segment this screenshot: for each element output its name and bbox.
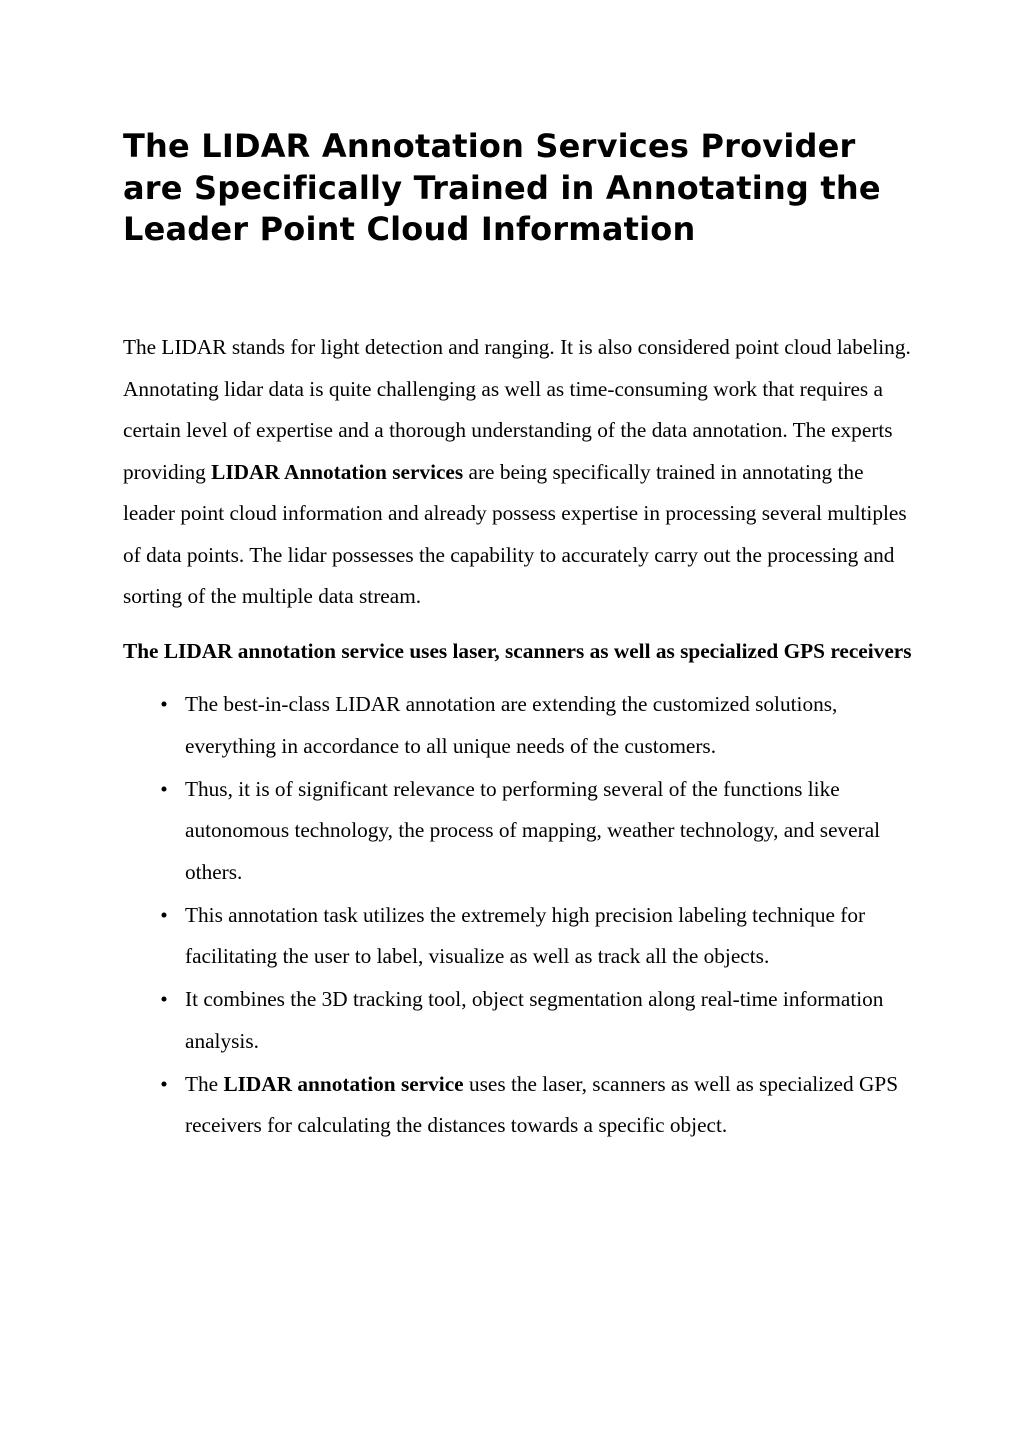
list-item	[123, 979, 913, 1062]
intro-text-start: The LIDAR stands for light detection and ranging. It is also considered point cloud labeling. Annotating lidar data is quite challenging as well as time-consuming work that requires a certain level of expertise and a thorough understanding of the data annotation. The experts providing	[123, 335, 911, 484]
list-item-suffix: uses the laser, scanners as well as specialized GPS receivers for calculating the distances towards a specific object.	[185, 1071, 899, 1137]
list-item-text: Thus, it is of significant relevance to performing several of the functions like autonomous technology, the process of mapping, weather technology, and several others.	[185, 776, 881, 884]
bullet-icon	[157, 979, 171, 1021]
intro-paragraph	[123, 327, 913, 618]
list-item-bold-term: LIDAR annotation service	[223, 1071, 464, 1096]
bullet-icon	[157, 684, 171, 726]
bullet-icon	[157, 1064, 171, 1106]
document-title: The LIDAR Annotation Services Provider are Specifically Trained in Annotating the Leader Point Cloud Information	[123, 127, 881, 248]
list-item-text: The best-in-class LIDAR annotation are extending the customized solutions, everything in accordance to all unique needs of the customers.	[185, 692, 838, 758]
bullet-icon	[157, 769, 171, 811]
intro-bold-term: LIDAR Annotation services	[211, 459, 464, 484]
document-body	[123, 327, 913, 1148]
bullet-icon	[157, 895, 171, 937]
bullet-list	[123, 684, 913, 1147]
list-item-prefix: The	[185, 1071, 224, 1096]
list-item	[123, 684, 913, 767]
list-item	[123, 895, 913, 978]
list-item-text: It combines the 3D tracking tool, object segmentation along real-time information analysis.	[185, 987, 884, 1053]
section-subheading: The LIDAR annotation service uses laser, scanners as well as specialized GPS receivers	[123, 638, 912, 663]
list-item	[123, 769, 913, 894]
intro-text-end: are being specifically trained in annotating the leader point cloud information and already possess expertise in processing several multiples of data points. The lidar possesses the capability to accurately carry out the processing and sorting of the multiple data stream.	[123, 459, 907, 608]
list-item	[123, 1064, 913, 1147]
list-item-text: This annotation task utilizes the extremely high precision labeling technique for facilitating the user to label, visualize as well as track all the objects.	[185, 902, 866, 968]
